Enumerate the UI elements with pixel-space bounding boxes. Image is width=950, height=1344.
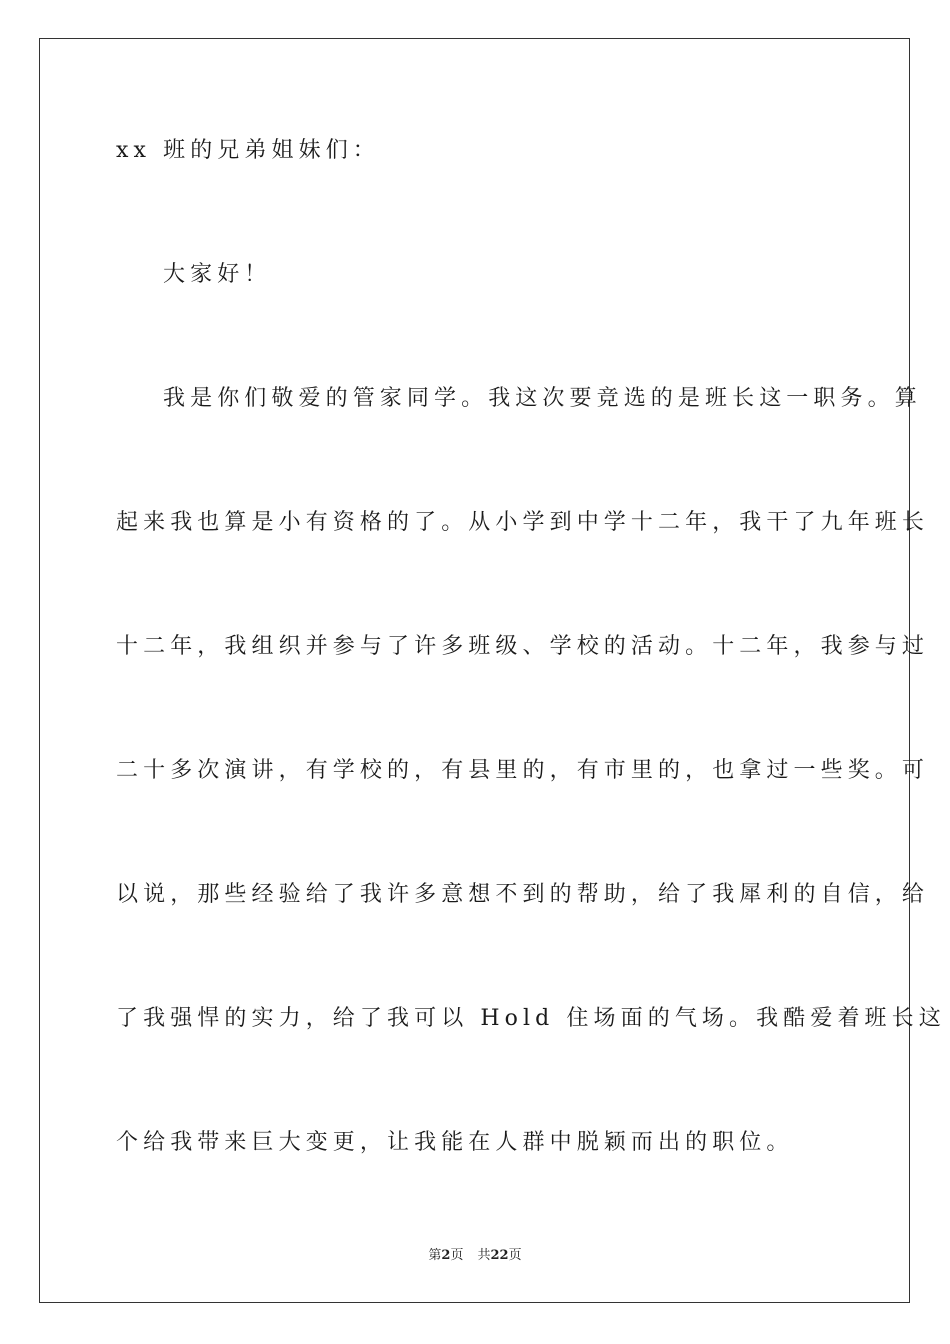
page-border xyxy=(39,38,946,1303)
paragraph-line-5: 以说，那些经验给了我许多意想不到的帮助，给了我犀利的自信，给 xyxy=(116,882,930,907)
page-label-suffix: 页 xyxy=(450,1248,464,1263)
paragraph-line-7: 个给我带来巨大变更，让我能在人群中脱颖而出的职位。 xyxy=(116,1130,794,1155)
total-pages: 22 xyxy=(490,1248,509,1263)
page-label-prefix: 第 xyxy=(428,1248,442,1263)
page-footer xyxy=(0,1247,950,1265)
paragraph-line-2: 起来我也算是小有资格的了。从小学到中学十二年，我干了九年班长 xyxy=(116,510,930,535)
total-label-prefix: 共 xyxy=(477,1248,491,1263)
salutation: xx 班的兄弟姐妹们： xyxy=(116,138,380,163)
greeting: 大家好！ xyxy=(163,262,272,287)
page-number: 2 xyxy=(441,1248,451,1263)
paragraph-line-1: 我是你们敬爱的管家同学。我这次要竞选的是班长这一职务。算 xyxy=(163,386,922,411)
total-label-suffix: 页 xyxy=(508,1248,522,1263)
paragraph-line-6: 了我强悍的实力，给了我可以 Hold 住场面的气场。我酷爱着班长这 xyxy=(116,1006,946,1031)
paragraph-line-4: 二十多次演讲，有学校的，有县里的，有市里的，也拿过一些奖。可 xyxy=(116,758,930,783)
paragraph-line-3: 十二年，我组织并参与了许多班级、学校的活动。十二年，我参与过 xyxy=(116,634,930,659)
